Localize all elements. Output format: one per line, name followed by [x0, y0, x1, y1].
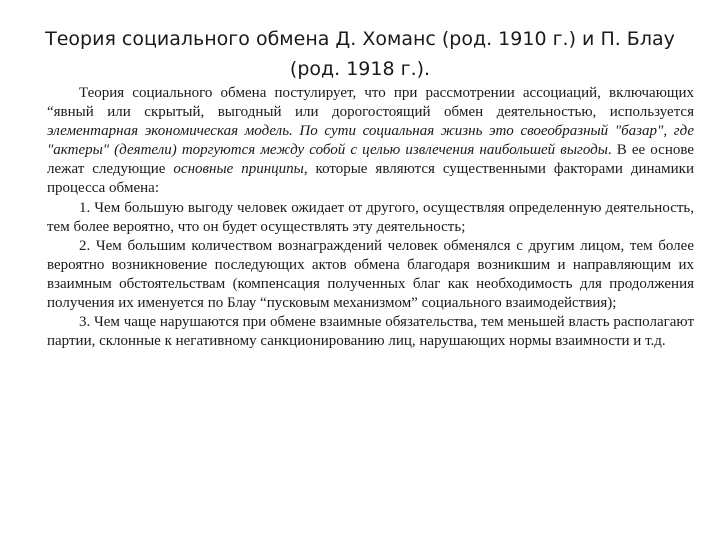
intro-text-1: Теория социального обмена постулирует, что при рассмотрении ассоциаций, включающих “явный или скрытый, выгодный или дорогостоящий обмен деятельностью, используется: [47, 85, 694, 121]
intro-italic-2: основные принципы: [173, 161, 304, 178]
intro-text-2: . В ее основе лежат следующие: [47, 142, 695, 178]
principle-3: 3. Чем чаще нарушаются при обмене взаимные обязательства, тем меньшей власть располагают партии, склонные к негативному санкционированию лиц, нарушающих нормы взаимности и т.д.: [47, 314, 694, 350]
slide-body: [47, 84, 694, 351]
intro-paragraph: [47, 84, 694, 199]
intro-italic-1: элементарная экономическая модель. По сути социальная жизнь это своеобразный "базар", где "актеры" (деятели) торгуются между собой с целью извлечения наибольшей выгоды: [47, 123, 694, 159]
principle-2: 2. Чем большим количеством вознаграждений человек обменялся с другим лицом, тем более вероятно возникновение последующих актов обмена благодаря возникшим и направляющим их взаимным обстоятельствам (компенсация полученных благ как необходимость для продолжения получения их именуется по Блау “пусковым механизмом” социального взаимодействия);: [47, 237, 694, 312]
principle-1: 1. Чем большую выгоду человек ожидает от другого, осуществляя определенную деятельность, тем более вероятно, что он будет осуществлять эту деятельность;: [47, 199, 694, 235]
slide-title: Теория социального обмена Д. Хоманс (род. 1910 г.) и П. Блау (род. 1918 г.).: [45, 28, 675, 80]
intro-text-3: , которые являются существенными факторами динамики процесса обмена:: [47, 161, 694, 197]
